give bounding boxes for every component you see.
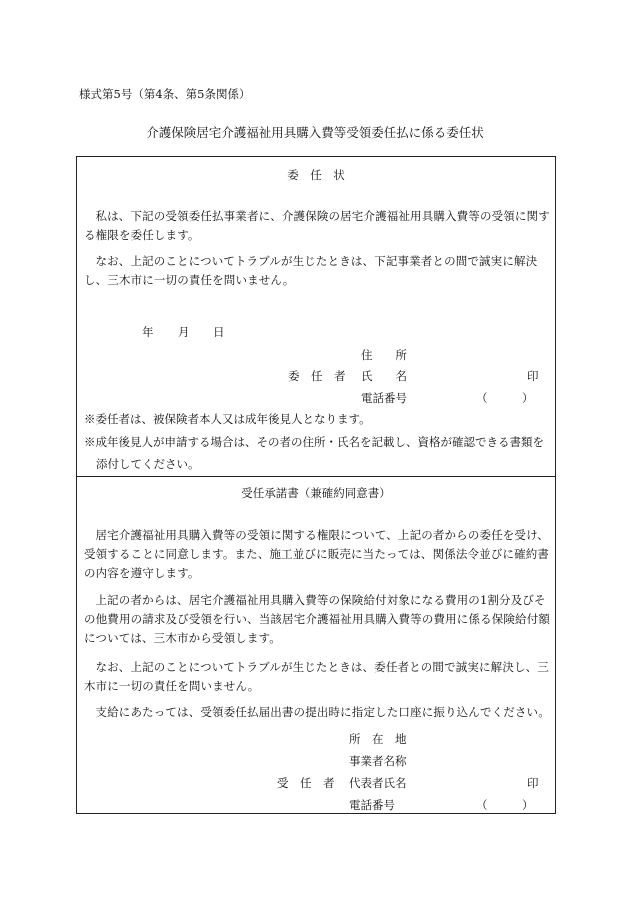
principal-name-label: 氏 名 (361, 369, 407, 383)
acceptance-paragraph-1: 居宅介護福祉用具購入費等の受領に関する権限について、上記の者からの委任を受け、受領することに同意します。また、施工並びに販売に当たっては、関係法令並びに確約書の内容を遵守します。 (84, 528, 550, 580)
proxy-paragraph-2: なお、上記のことについてトラブルが生じたときは、下記事業者との間で誠実に解決し、三木市に一切の責任を問いません。 (84, 254, 538, 287)
proxy-paragraph-1: 私は、下記の受領委任払事業者に、介護保険の居宅介護福祉用具購入費等の受領に関する権限を委任します。 (84, 209, 550, 242)
document-title: 介護保険居宅介護福祉用具購入費等受領委任払に係る委任状 (146, 125, 484, 140)
proxy-note-2-line2: 添付してください。 (96, 457, 200, 471)
agent-phone-label: 電話番号 (349, 798, 395, 812)
acceptance-paragraph-4: 支給にあたっては、受領委任払届出書の提出時に指定した口座に振り込んでください。 (95, 705, 550, 719)
principal-phone-label: 電話番号 (361, 391, 407, 405)
agent-location-label: 所 在 地 (349, 732, 407, 746)
agent-seal-mark: 印 (527, 776, 539, 790)
principal-phone-parens: （ ） (476, 391, 534, 405)
date-year-label: 年 (142, 325, 154, 339)
agent-business-name-label: 事業者名称 (349, 754, 407, 768)
proxy-section-title: 委 任 状 (287, 168, 345, 182)
date-month-label: 月 (178, 325, 190, 339)
agent-label: 受 任 者 (277, 776, 335, 790)
principal-label: 委 任 者 (288, 369, 346, 383)
section-divider (76, 476, 556, 477)
principal-seal-mark: 印 (527, 369, 539, 383)
principal-address-label: 住 所 (361, 348, 407, 362)
acceptance-paragraph-2: 上記の者からは、居宅介護福祉用具購入費等の保険給付対象になる費用の1割分及びその他費用の請求及び受領を行い、当該居宅介護福祉用具購入費等の費用に係る保険給付額については、三木市から受領します。 (84, 593, 550, 645)
agent-phone-parens: （ ） (476, 798, 534, 812)
agent-representative-label: 代表者氏名 (349, 776, 407, 790)
date-day-label: 日 (213, 325, 225, 339)
acceptance-section-title: 受任承諾書（兼確約同意書） (241, 486, 391, 500)
acceptance-paragraph-3: なお、上記のことについてトラブルが生じたときは、委任者との間で誠実に解決し、三木市に一切の責任を問いません。 (84, 660, 549, 693)
proxy-note-1: ※委任者は、被保険者本人又は成年後見人となります。 (84, 412, 371, 426)
form-number: 様式第5号（第4条、第5条関係） (79, 87, 251, 101)
proxy-note-2-line1: ※成年後見人が申請する場合は、その者の住所・氏名を記載し、資格が確認できる書類を (84, 435, 544, 449)
